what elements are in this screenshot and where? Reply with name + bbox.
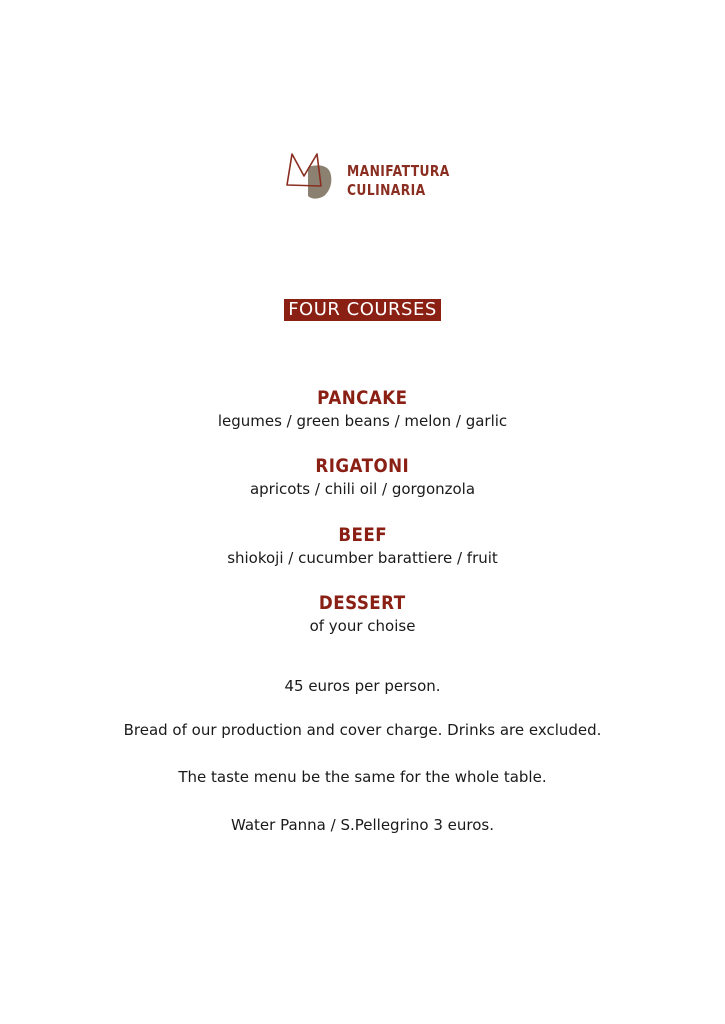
logo-mark-icon: [284, 150, 336, 202]
course-name: RIGATONI: [315, 455, 410, 477]
brand-line-1: MANIFATTURA: [347, 162, 450, 180]
course-item: [0, 454, 725, 499]
course-name: PANCAKE: [317, 387, 408, 409]
brand-name: [347, 162, 450, 200]
table-note: The taste menu be the same for the whole table.: [178, 768, 547, 786]
bread-note: Bread of our production and cover charge. Drinks are excluded.: [123, 721, 602, 739]
price-note: 45 euros per person.: [284, 677, 441, 695]
course-name: DESSERT: [319, 592, 406, 614]
course-description: legumes / green beans / melon / garlic: [217, 412, 508, 430]
course-name: BEEF: [338, 524, 387, 546]
course-description: of your choise: [309, 617, 416, 635]
water-note: Water Panna / S.Pellegrino 3 euros.: [230, 816, 494, 834]
course-item: [0, 523, 725, 568]
menu-title-wrap: [0, 299, 725, 321]
brand-line-2: CULINARIA: [347, 181, 426, 199]
brand-logo: [284, 150, 459, 202]
course-description: shiokoji / cucumber barattiere / fruit: [227, 549, 498, 567]
course-item: [0, 591, 725, 636]
menu-title: FOUR COURSES: [284, 299, 441, 321]
course-item: [0, 386, 725, 431]
course-description: apricots / chili oil / gorgonzola: [249, 480, 476, 498]
